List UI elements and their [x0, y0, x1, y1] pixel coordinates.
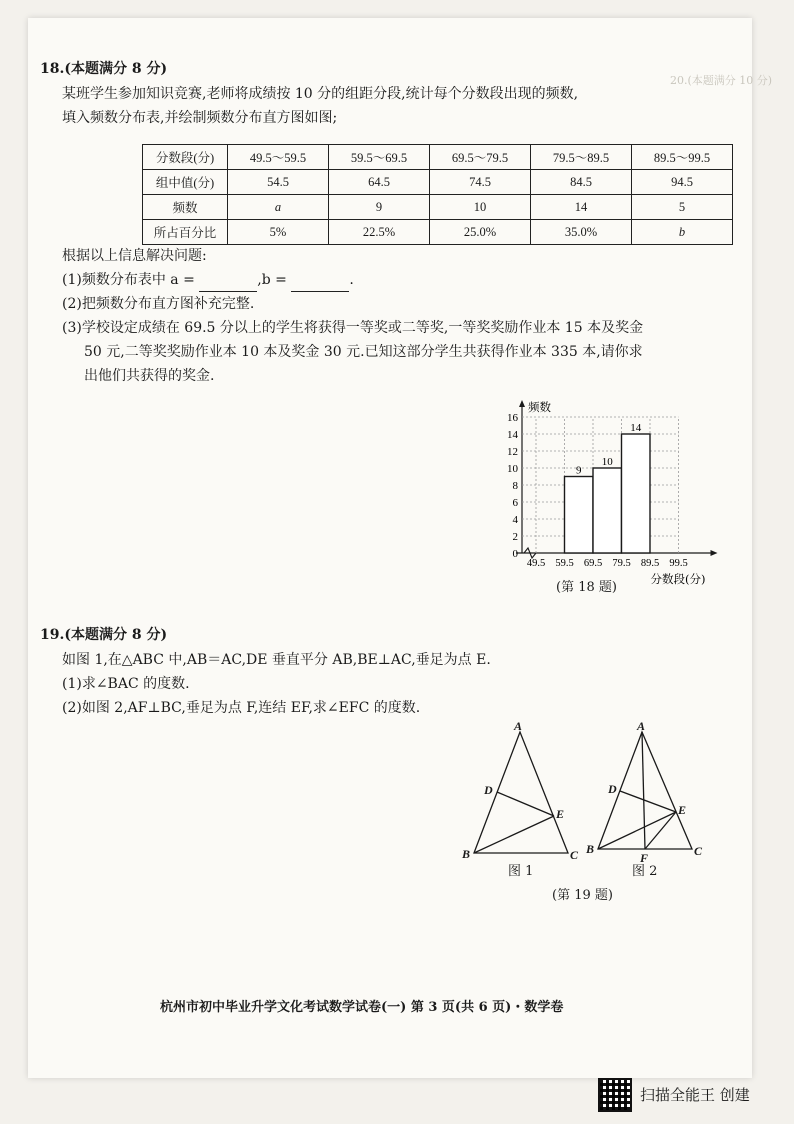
table-cell: 25.0% — [430, 220, 531, 245]
q19-header: 19.(本题满分 8 分) — [40, 627, 168, 643]
fig1-label-C: C — [570, 848, 579, 862]
q18-header: 18.(本题满分 8 分) — [40, 61, 168, 77]
fig1-label-E: E — [556, 807, 565, 821]
table-cell: 5% — [228, 220, 329, 245]
table-row — [143, 170, 733, 195]
figure-2-triangle — [584, 718, 714, 863]
fig2-label-C: C — [694, 844, 703, 858]
figure-2-label: 图 2 — [632, 864, 658, 879]
table-cell: b — [632, 220, 733, 245]
y-axis-label: 频数 — [528, 400, 551, 414]
table-cell: 5 — [632, 195, 733, 220]
table-cell: a — [228, 195, 329, 220]
bleed-through: 20.(本题满分 10 分) — [670, 74, 773, 87]
answer-blank-b[interactable] — [291, 277, 349, 292]
fig1-label-B: B — [462, 847, 471, 861]
y-tick-label: 16 — [507, 412, 518, 424]
q19-line3: (2)如图 2,AF⊥BC,垂足为点 F,连结 EF,求∠EFC 的度数. — [62, 700, 421, 716]
q18-intro-line2: 填入频数分布表,并绘制频数分布直方图如图; — [62, 110, 338, 126]
table-row — [143, 195, 733, 220]
qr-code-icon — [598, 1078, 632, 1112]
frequency-table — [142, 144, 733, 245]
table-row-header: 组中值(分) — [143, 170, 228, 195]
table-cell: 10 — [430, 195, 531, 220]
scanner-watermark: 扫描全能王 创建 — [640, 1086, 750, 1104]
histogram-bar — [565, 477, 594, 554]
figure-1-triangle — [458, 718, 588, 863]
table-cell: 64.5 — [329, 170, 430, 195]
table-cell: 9 — [329, 195, 430, 220]
answer-blank-a[interactable] — [199, 277, 257, 292]
y-tick-label: 4 — [512, 514, 518, 526]
table-cell: 69.5～79.5 — [430, 145, 531, 170]
y-tick-label: 12 — [507, 446, 518, 458]
q18-part1: (1)频数分布表中 a = ,b = . — [62, 268, 354, 292]
fig2-label-D: D — [608, 782, 617, 796]
y-tick-label: 10 — [507, 463, 518, 475]
q19-caption: (第 19 题) — [552, 888, 613, 903]
q18-caption: (第 18 题) — [556, 580, 617, 595]
y-tick-label: 14 — [507, 429, 518, 441]
y-tick-label: 0 — [512, 548, 518, 560]
y-tick-label: 2 — [512, 531, 518, 543]
table-row — [143, 145, 733, 170]
x-axis-label: 分数段(分) — [650, 572, 706, 586]
part1-a-text: (1)频数分布表中 a = — [62, 272, 195, 288]
x-tick-label: 79.5 — [612, 558, 631, 569]
table-cell: 59.5～69.5 — [329, 145, 430, 170]
table-cell: 74.5 — [430, 170, 531, 195]
q19-line1: 如图 1,在△ABC 中,AB＝AC,DE 垂直平分 AB,BE⊥AC,垂足为点 E. — [62, 652, 491, 668]
fig1-label-A: A — [514, 719, 523, 733]
q18-part2: (2)把频数分布直方图补充完整. — [62, 296, 255, 312]
x-axis-arrow — [711, 550, 718, 556]
table-cell: 79.5～89.5 — [531, 145, 632, 170]
bar-data-label: 14 — [630, 422, 642, 434]
table-cell: 89.5～99.5 — [632, 145, 733, 170]
fig2-label-A: A — [637, 719, 646, 733]
q19-line2: (1)求∠BAC 的度数. — [62, 676, 190, 692]
x-tick-label: 69.5 — [583, 558, 603, 569]
q18-intro-line1: 某班学生参加知识竞赛,老师将成绩按 10 分的组距分段,统计每个分数段出现的频数, — [62, 86, 579, 102]
y-tick-label: 8 — [512, 480, 518, 492]
histogram-bar — [593, 468, 622, 553]
fig1-label-D: D — [484, 783, 493, 797]
bar-data-label: 9 — [576, 464, 582, 477]
table-row-header: 分数段(分) — [143, 145, 228, 170]
page-footer: 杭州市初中毕业升学文化考试数学试卷(一) 第 3 页(共 6 页)・数学卷 — [160, 1000, 564, 1015]
histogram-bar — [622, 434, 651, 553]
table-cell: 22.5% — [329, 220, 430, 245]
q18-solve: 根据以上信息解决问题: — [62, 248, 207, 264]
x-tick-label: 89.5 — [640, 558, 660, 569]
x-tick-label: 99.5 — [669, 558, 688, 569]
figure-1-label: 图 1 — [508, 864, 534, 879]
table-row-header: 所占百分比 — [143, 220, 228, 245]
table-row-header: 频数 — [143, 195, 228, 220]
fig2-label-E: E — [678, 803, 687, 817]
table-cell: 35.0% — [531, 220, 632, 245]
q18-part3-line1: (3)学校设定成绩在 69.5 分以上的学生将获得一等奖或二等奖,一等奖奖励作业本 15 本及奖金 — [62, 320, 644, 336]
x-tick-label: 49.5 — [526, 558, 546, 569]
q18-part3-line3: 出他们共获得的奖金. — [84, 368, 215, 384]
table-row — [143, 220, 733, 245]
bar-data-label: 10 — [601, 456, 613, 468]
fig2-label-B: B — [586, 842, 595, 856]
q18-part3-line2: 50 元,二等奖奖励作业本 10 本及奖金 30 元.已知这部分学生共获得作业本 335 本,请你求 — [84, 344, 643, 360]
part1-b-text: ,b = — [257, 272, 287, 288]
table-cell: 49.5～59.5 — [228, 145, 329, 170]
table-cell: 94.5 — [632, 170, 733, 195]
fig2-label-F: F — [640, 851, 649, 863]
x-tick-label: 59.5 — [555, 558, 574, 569]
y-tick-label: 6 — [512, 497, 518, 509]
exam-page — [28, 18, 773, 1078]
table-cell: 84.5 — [531, 170, 632, 195]
y-axis-arrow — [519, 400, 525, 407]
table-cell: 54.5 — [228, 170, 329, 195]
table-cell: 14 — [531, 195, 632, 220]
frequency-histogram — [458, 398, 718, 593]
